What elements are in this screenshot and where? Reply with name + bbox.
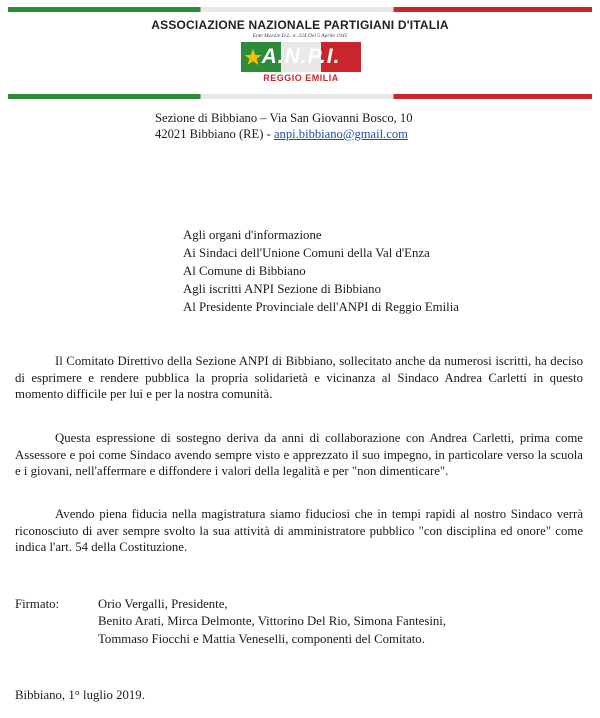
email-link[interactable]: anpi.bibbiano@gmail.com	[273, 127, 408, 141]
paragraph-text: Questa espressione di sostegno deriva da anni di collaborazione con Andrea Carletti, prima come Assessore e poi come Sindaco avendo sempre visto e apprezzato il suo impegno, in particolare verso la scuola e i giovani, nell'affermare e diffondere i valori della legalità e per "non dimenticare".	[15, 431, 583, 479]
logo-text: A.N.P.I.	[261, 45, 341, 68]
section-address	[155, 110, 413, 142]
organization-decree: Ente Morale D.L. n. 224 Del 5 Aprile 1945	[252, 33, 348, 39]
recipient-item: Ai Sindaci dell'Unione Comuni della Val d'Enza	[183, 246, 430, 260]
letter-date: Bibbiano, 1° luglio 2019.	[15, 688, 145, 702]
tricolor-bar-bottom	[8, 94, 592, 99]
paragraph-text: Il Comitato Direttivo della Sezione ANPI di Bibbiano, sollecitato anche da numerosi iscritti, ha deciso di esprimere e rendere pubblica la propria solidarietà e vicinanza al Sindaco Andrea Carletti in questo momento difficile per lui e per la nostra comunità.	[15, 354, 583, 402]
body-paragraph-3	[15, 506, 583, 556]
address-line-2	[155, 126, 413, 142]
recipient-item: Agli iscritti ANPI Sezione di Bibbiano	[183, 282, 381, 296]
signers-list	[98, 596, 446, 648]
recipient-item: Al Comune di Bibbiano	[183, 264, 306, 278]
body-paragraph-2	[15, 430, 583, 480]
tricolor-bar-top	[8, 7, 592, 12]
address-city: 42021 Bibbiano (RE) -	[155, 127, 274, 141]
recipient-item: Agli organi d'informazione	[183, 228, 322, 242]
paragraph-text: Avendo piena fiducia nella magistratura siamo fiduciosi che in tempi rapidi al nostro Sindaco verrà riconosciuto di aver sempre svolto la sua attività di amministratore pubblico "con disciplina ed onore" come indica l'art. 54 della Costituzione.	[15, 507, 583, 555]
signer-line: Benito Arati, Mirca Delmonte, Vittorino Del Rio, Simona Fantesini,	[98, 614, 447, 629]
organization-name: ASSOCIAZIONE NAZIONALE PARTIGIANI D'ITALIA	[151, 18, 449, 32]
body-paragraph-1	[15, 353, 583, 403]
signed-label: Firmato:	[15, 597, 60, 611]
address-line-1: Sezione di Bibbiano – Via San Giovanni Bosco, 10	[155, 111, 413, 125]
logo-subtitle: REGGIO EMILIA	[263, 73, 339, 83]
recipients-list	[183, 226, 459, 316]
recipient-item: Al Presidente Provinciale dell'ANPI di Reggio Emilia	[183, 300, 459, 314]
signer-line: Tommaso Fiocchi e Mattia Veneselli, componenti del Comitato.	[98, 631, 425, 646]
signer-line: Orio Vergalli, Presidente,	[98, 597, 228, 611]
anpi-logo	[241, 42, 361, 90]
